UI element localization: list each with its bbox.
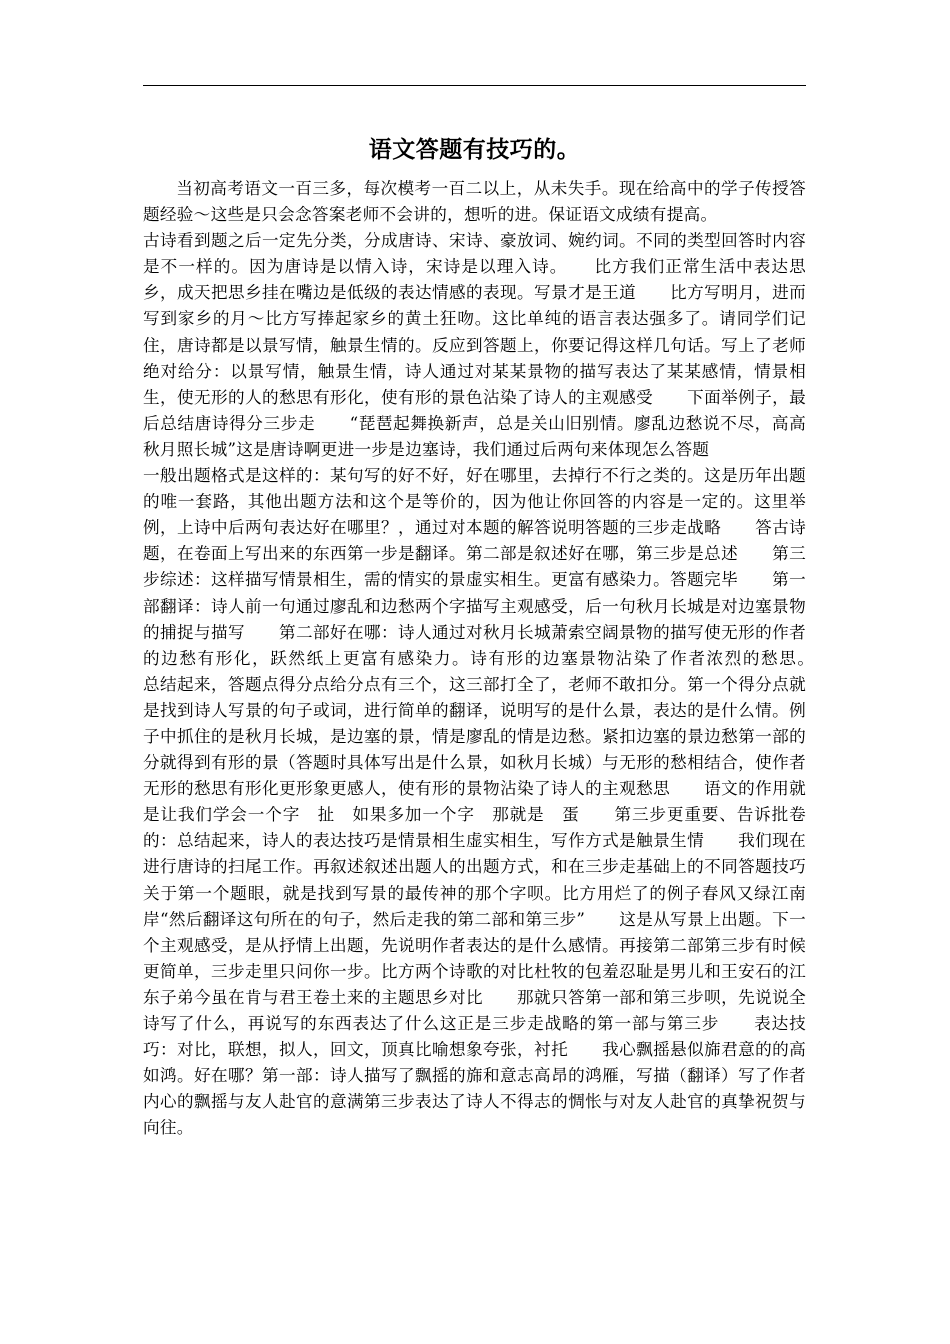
body-paragraph-tang-poetry: 古诗看到题之后一定先分类，分成唐诗、宋诗、豪放词、婉约词。不同的类型回答时内容是不一样的。因为唐诗是以情入诗，宋诗是以理入诗。 比方我们正常生活中表达思乡，成天把思乡挂在嘴边是低级的表达情感的表现。写景才是王道 比方写明月，进而写到家乡的月～比方写捧起家乡的黄土狂吻。这比单纯的语言表达强多了。请同学们记住，唐诗都是以景写情，触景生情的。反应到答题上，你要记得这样几句话。写上了老师绝对给分：以景写情，触景生情，诗人通过对某某景物的描写表达了某某感情，情景相生，使无形的人的愁思有形化，使有形的景色沾染了诗人的主观感受 下面举例子，最后总结唐诗得分三步走 “琵琶起舞换新声，总是关山旧别情。廖乱边愁说不尽，高高秋月照长城”这是唐诗啊更进一步是边塞诗，我们通过后两句来体现怎么答题: [143, 231, 806, 459]
header-rule: [143, 85, 806, 86]
intro-paragraph: 当初高考语文一百三多，每次模考一百二以上，从未失手。现在给高中的学子传授答题经验～这些是只会念答案老师不会讲的，想听的进。保证语文成绩有提高。: [143, 179, 806, 225]
document-body: [143, 176, 840, 1141]
body-paragraph-answer-method: 一般出题格式是这样的：某句写的好不好，好在哪里，去掉行不行之类的。这是历年出题的唯一套路，其他出题方法和这个是等价的，因为他让你回答的内容是一定的。这里举例，上诗中后两句表达好在哪里？，通过对本题的解答说明答题的三步走战略 答古诗题，在卷面上写出来的东西第一步是翻译。第二部是叙述好在哪，第三步是总述 第三步综述：这样描写情景相生，需的情实的景虚实相生。更富有感染力。答题完毕 第一部翻译：诗人前一句通过廖乱和边愁两个字描写主观感受，后一句秋月长城是对边塞景物的捕捉与描写 第二部好在哪：诗人通过对秋月长城萧索空阔景物的描写使无形的作者的边愁有形化，跃然纸上更富有感染力。诗有形的边塞景物沾染了作者浓烈的愁思。 总结起来，答题点得分点给分点有三个，这三部打全了，老师不敢扣分。第一个得分点就是找到诗人写景的句子或词，进行简单的翻译，说明写的是什么景，表达的是什么情。例子中抓住的是秋月长城，是边塞的景，情是廖乱的情是边愁。紧扣边塞的景边愁第一部的分就得到有形的景（答题时具体写出是什么景，如秋月长城）与无形的愁相结合，使作者无形的愁思有形化更形象更感人，使有形的景物沾染了诗人的主观愁思 语文的作用就是让我们学会一个字 扯 如果多加一个字 那就是 蛋 第三步更重要、告诉批卷的：总结起来，诗人的表达技巧是情景相生虚实相生，写作方式是触景生情 我们现在进行唐诗的扫尾工作。再叙述叙述出题人的出题方式，和在三步走基础上的不同答题技巧 关于第一个题眼，就是找到写景的最传神的那个字呗。比方用烂了的例子春风又绿江南岸“然后翻译这句所在的句子，然后走我的第二部和第三步” 这是从写景上出题。下一个主观感受，是从抒情上出题，先说明作者表达的是什么感情。再接第二部第三步有时候更简单，三步走里只问你一步。比方两个诗歌的对比杜牧的包羞忍耻是男儿和王安石的江东子弟今虽在肯与君王卷土来的主题思乡对比 那就只答第一部和第三步呗，先说说全诗写了什么，再说写的东西表达了什么这正是三步走战略的第一部与第三步 表达技巧：对比，联想，拟人，回文，顶真比喻想象夸张，衬托 我心飘摇悬似旆君意的的高如鸿。好在哪？第一部：诗人描写了飘摇的旆和意志高昂的鸿雁，写描（翻译）写了作者内心的飘摇与友人赴官的意满第三步表达了诗人不得志的惆怅与对友人赴官的真挚祝贺与向往。: [143, 466, 840, 1138]
document-title: 语文答题有技巧的。: [368, 136, 581, 163]
